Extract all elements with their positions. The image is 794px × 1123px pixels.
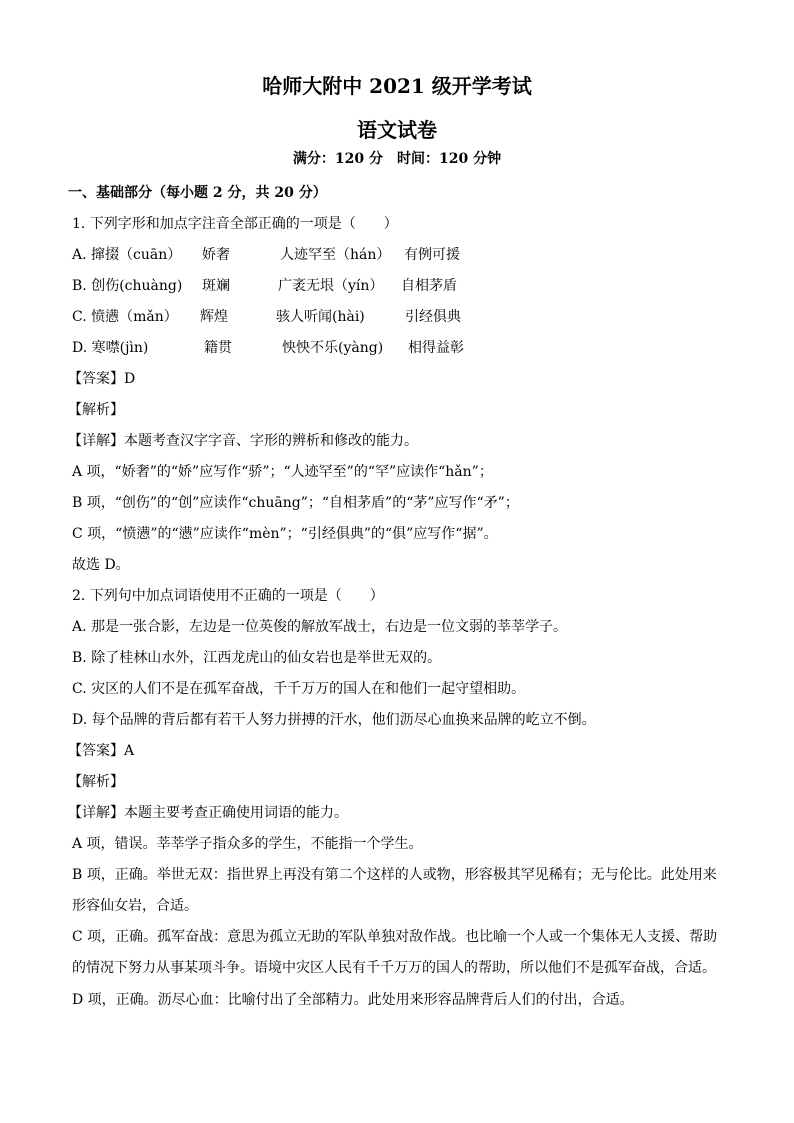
option-b-col4: 自相茅盾 bbox=[401, 278, 457, 294]
option-c-col1: C. 愤懑（mǎn） bbox=[72, 309, 178, 325]
question-1-line-c: C 项，“愤懑”的“懑”应读作“mèn”；“引经俱典”的“俱”应写作“据”。 bbox=[72, 526, 498, 542]
option-a-col3: 人迹罕至（hán） bbox=[280, 247, 391, 263]
question-1-line-b: B 项，“创伤”的“创”应读作“chuāng”；“自相茅盾”的“茅”应写作“矛”； bbox=[72, 495, 519, 511]
question-2-detail: 【详解】本题主要考查正确使用词语的能力。 bbox=[68, 805, 348, 821]
section-heading: 一、基础部分（每小题 2 分，共 20 分） bbox=[68, 185, 327, 201]
question-2-option-b: B. 除了桂林山水外，江西龙虎山的仙女岩也是举世无双的。 bbox=[72, 650, 442, 666]
question-1-conclusion: 故选 D。 bbox=[72, 557, 130, 573]
question-2-analysis-label: 【解析】 bbox=[68, 774, 124, 790]
question-1-analysis-label: 【解析】 bbox=[68, 402, 124, 418]
exam-subject: 语文试卷 bbox=[357, 118, 437, 142]
answer-value: A bbox=[124, 743, 135, 759]
option-a-col4: 有例可援 bbox=[404, 247, 460, 263]
question-1-line-a: A 项，“娇奢”的“娇”应写作“骄”；“人迹罕至”的“罕”应读作“hǎn”； bbox=[72, 464, 493, 480]
question-2-para-b: B 项，正确。举世无双：指世界上再没有第二个这样的人或物，形容极其罕见稀有；无与伦比。此处用来形容仙女岩，合适。 bbox=[72, 867, 717, 914]
option-c-col4: 引经俱典 bbox=[405, 309, 461, 325]
option-a-col1: A. 撺掇（cuān） bbox=[72, 247, 182, 263]
option-b-col2: 斑斓 bbox=[202, 278, 230, 294]
option-d-col2: 籍贯 bbox=[204, 340, 232, 356]
answer-label: 【答案】 bbox=[68, 743, 124, 759]
option-a-col2: 娇奢 bbox=[202, 247, 230, 263]
question-2-line-d: D 项，正确。沥尽心血：比喻付出了全部精力。此处用来形容品牌背后人们的付出，合适。 bbox=[72, 992, 634, 1008]
exam-title: 哈师大附中 2021 级开学考试 bbox=[262, 74, 532, 98]
answer-value: D bbox=[124, 371, 136, 387]
option-d-col1: D. 寒噤(jìn) bbox=[72, 340, 149, 356]
question-2-option-c: C. 灾区的人们不是在孤军奋战，千千万万的国人在和他们一起守望相助。 bbox=[72, 681, 526, 697]
question-2-stem: 2. 下列句中加点词语使用不正确的一项是（ ） bbox=[72, 588, 384, 604]
exam-meta: 满分：120 分 时间：120 分钟 bbox=[292, 151, 502, 167]
option-b-col3: 广袤无垠（yín） bbox=[278, 278, 384, 294]
option-d-col4: 相得益彰 bbox=[408, 340, 464, 356]
question-1-detail: 【详解】本题考查汉字字音、字形的辨析和修改的能力。 bbox=[68, 433, 418, 449]
answer-label: 【答案】 bbox=[68, 371, 124, 387]
question-1-answer bbox=[68, 369, 135, 389]
option-c-col2: 辉煌 bbox=[200, 309, 228, 325]
option-c-col3: 骇人听闻(hài) bbox=[276, 309, 365, 325]
option-b-col1: B. 创伤(chuàng) bbox=[72, 278, 183, 294]
question-2-option-d: D. 每个品牌的背后都有若干人努力拼搏的汗水，他们沥尽心血换来品牌的屹立不倒。 bbox=[72, 712, 596, 728]
option-d-col3: 怏怏不乐(yàng) bbox=[282, 340, 384, 356]
question-1-stem: 1. 下列字形和加点字注音全部正确的一项是（ ） bbox=[72, 216, 398, 232]
question-2-para-c: C 项，正确。孤军奋战：意思为孤立无助的军队单独对敌作战。也比喻一个人或一个集体无人支援、帮助的情况下努力从事某项斗争。语境中灾区人民有千千万万的国人的帮助，所以他们不是孤军奋战，合适。 bbox=[72, 929, 718, 976]
question-2-answer bbox=[68, 741, 134, 761]
question-2-option-a: A. 那是一张合影，左边是一位英俊的解放军战士，右边是一位文弱的莘莘学子。 bbox=[72, 619, 568, 635]
question-2-line-a: A 项，错误。莘莘学子指众多的学生，不能指一个学生。 bbox=[72, 836, 423, 852]
